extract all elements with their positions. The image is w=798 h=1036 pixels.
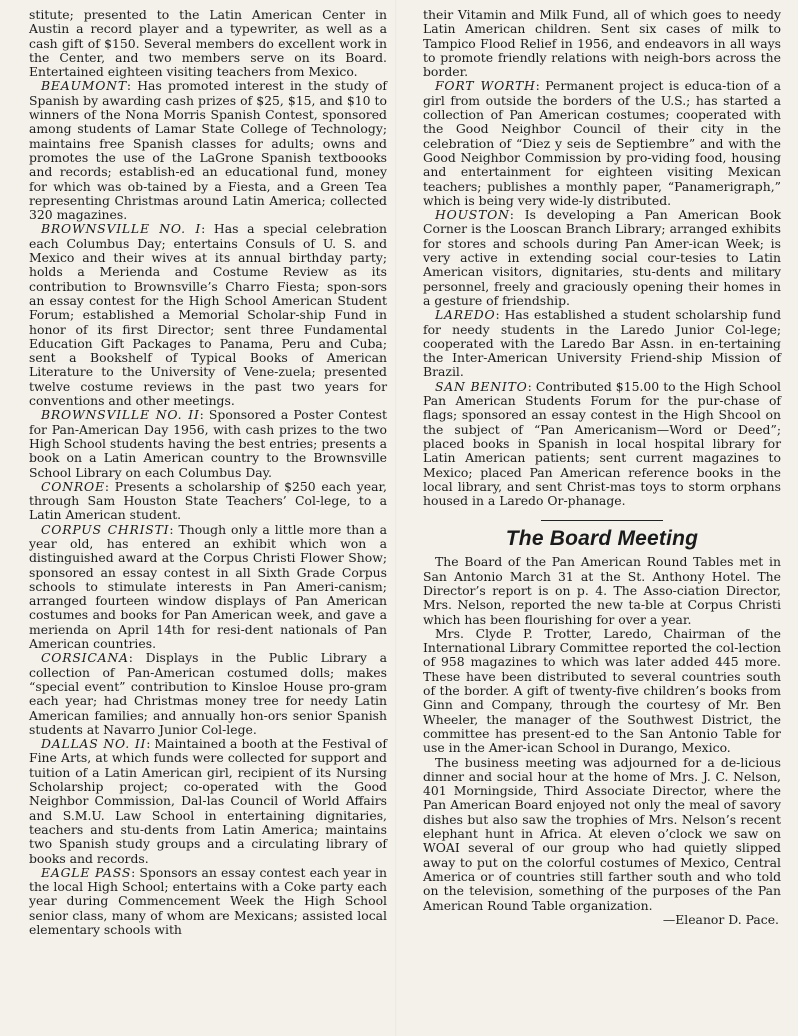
entry-text: : Sponsored a Poster Contest for Pan-American Day 1956, with cash prizes to the two High School students having the best entries; presents a book on a Latin American country to the Brownsville School Library on each Columbus Day. [29, 407, 387, 480]
section-divider [541, 520, 663, 521]
entry-brownsville-2 [29, 408, 387, 479]
entry-lead: LAREDO [435, 307, 496, 323]
entry-text: : Is developing a Pan American Book Corner is the Looscan Branch Library; arranged exhibits for stores and schools during Pan Amer-ican Week; is very active in extending social cour-tesies to Latin American visitors, dignitaries, stu-dents and military personnel, freely and graciously opening their homes in a gesture of friendship. [423, 207, 781, 308]
entry-laredo [423, 308, 781, 379]
entry-lead: EAGLE PASS [41, 864, 132, 880]
entry-lead: DALLAS NO. II [41, 736, 147, 752]
entry-fort-worth [423, 79, 781, 208]
board-paragraph-1: The Board of the Pan American Round Tables met in San Antonio March 31 at the St. Anthony Hotel. The Director’s report is on p. 4. The Asso-ciation Director, Mrs. Nelson, reported the new ta-ble at Corpus Christi which has been flourishing for over a year. [423, 554, 781, 627]
entry-lead: BROWNSVILLE NO. I [41, 221, 202, 237]
entry-eagle-pass [29, 866, 387, 937]
entry-corpus-christi [29, 523, 387, 652]
entry-lead: HOUSTON [435, 207, 510, 223]
entry-beaumont [29, 79, 387, 222]
entry-lead: SAN BENITO [435, 378, 528, 394]
entry-text: : Presents a scholarship of $250 each year, through Sam Houston State Teachers’ Col-lege, to a Latin American student. [29, 478, 387, 523]
entry-text: : Has established a student scholarship fund for needy students in the Laredo Junior Col-lege; cooperated with the Laredo Bar Assn. in en-tertaining the Inter-American University Friend-ship Mission of Brazil. [423, 307, 781, 380]
continued-paragraph: their Vitamin and Milk Fund, all of which goes to needy Latin American children. Sent six cases of milk to Tampico Flood Relief in 1956, and endeavors in all ways to promote friendly relations with neigh-bors across the border. [423, 7, 781, 80]
entry-corsicana [29, 651, 387, 737]
entry-lead: FORT WORTH [435, 78, 536, 94]
entry-text: : Has promoted interest in the study of Spanish by awarding cash prizes of $25, $15, and $10 to winners of the Nona Morris Spanish Contest, sponsored among students of Lamar State College of Technology; maintains free Spanish classes for adults; owns and promotes the use of the LaGrone Spanish textboooks and records; establish-ed an educational fund, money for which was ob-tained by a Fiesta, and a Green Tea representing Christmas around Latin America; collected 320 magazines. [29, 78, 387, 223]
entry-text: : Permanent project is educa-tion of a girl from outside the borders of the U.S.; has started a collection of Pan American costumes; cooperated with the Good Neighbor Council of their city in the celebration of “Diez y seis de Septiembre” and with the Good Neighbor Commission by pro-viding food, housing and entertainment for eighteen visiting Mexican teachers; publishes a monthly paper, “Panamerigraph,” which is being very wide-ly distributed. [423, 78, 781, 208]
page-fold [395, 0, 397, 1036]
board-paragraph-2: Mrs. Clyde P. Trotter, Laredo, Chairman of the International Library Committee reported the col-lection of 958 magazines to which was later added 445 more. These have been distributed to several countries south of the border. A gift of twenty-five children’s books from Ginn and Company, through the courtesy of Mr. Ben Wheeler, the manager of the Southwest District, the committee has present-ed to the San Antonio Table for use in the Amer-ican School in Durango, Mexico. [423, 625, 781, 756]
entry-lead: BEAUMONT [41, 78, 127, 94]
entry-conroe [29, 480, 387, 523]
entry-lead: CORPUS CHRISTI [41, 521, 170, 537]
board-paragraph-3: The business meeting was adjourned for a de-licious dinner and social hour at the home of Mrs. J. C. Nelson, 401 Morningside, Third Associate Director, where the Pan American Board enjoyed not only the meal of savory dishes but also saw the trophies of Mrs. Nelson’s recent elephant hunt in Africa. At eleven o’clock we saw on WOAI several of our group who had quietly slipped away to put on the colorful costumes of Mexico, Central America or of countries still farther south and who told on the television, something of the purposes of the Pan American Round Table organization. [423, 754, 781, 913]
left-column [29, 8, 387, 937]
board-meeting-heading: The Board Meeting [505, 527, 699, 551]
entry-text: : Displays in the Public Library a collection of Pan-American costumed dolls; makes “special event” contribution to Kinsloe House pro-gram each year; had Christmas money tree for needy Latin American families; and annually hon-ors senior Spanish students at Navarro Junior Col-lege. [29, 650, 387, 737]
entry-text: : Has a special celebration each Columbus Day; entertains Consuls of U. S. and Mexico and their wives at its annual birthday party; holds a Merienda and Costume Review as its contribution to Brownsville’s Charro Fiesta; spon-sors an essay contest for the High School American Student Forum; established a Memorial Scholar-ship Fund in honor of its first Director; sent three Fundamental Education Gift Packages to Panama, Peru and Cuba; sent a Bookshelf of Typical Books of American Literature to the University of Vene-zuela; presented twelve costume reviews in the past two years for conventions and other meetings. [29, 221, 387, 409]
entry-san-benito [423, 380, 781, 509]
entry-dallas [29, 737, 387, 866]
entry-houston [423, 208, 781, 308]
entry-lead: BROWNSVILLE NO. II [41, 407, 200, 423]
author-signature: —Eleanor D. Pace. [662, 911, 779, 927]
continued-paragraph: stitute; presented to the Latin American Center in Austin a record player and a typewriter, as well as a cash gift of $150. Several members do excellent work in the Center, and two members serve on its Board. Entertained eighteen visiting teachers from Mexico. [29, 7, 387, 80]
right-column [423, 8, 781, 927]
entry-lead: CORSICANA [41, 650, 129, 666]
entry-text: : Contributed $15.00 to the High School Pan American Students Forum for the pur-chase of flags; sponsored an essay contest in the High Shcool on the subject of “Pan Americanism—Word or Deed”; placed books in Spanish in local hospital library for Latin American patients; sent current magazines to Mexico; placed Pan American reference books in the local library, and sent Christ-mas toys to storm orphans housed in a Laredo Or-phanage. [423, 378, 781, 509]
entry-text: : Though only a little more than a year old, has entered an exhibit which won a distinguished award at the Corpus Christi Flower Show; sponsored an essay contest in all Sixth Grade Corpus schools to stimulate interests in Pan Ameri-canism; arranged fourteen window displays of Pan American costumes and books for Pan American week, and gave a merienda on April 14th for resi-dent nationals of Pan American countries. [29, 521, 387, 652]
entry-text: : Maintained a booth at the Festival of Fine Arts, at which funds were collected for support and tuition of a Latin American girl, recipient of its Nursing Scholarship project; co-operated with the Good Neighbor Commission, Dal-las Council of World Affairs and S.M.U. Law School in entertaining dignitaries, teachers and stu-dents from Latin America; maintains two Spanish study groups and a circulating library of books and records. [29, 736, 387, 866]
entry-brownsville-1 [29, 222, 387, 408]
entry-lead: CONROE [41, 478, 105, 494]
entry-text: : Sponsors an essay contest each year in the local High School; entertains with a Coke party each year during Commencement Week the High School senior class, many of whom are Mexicans; assisted local elementary schools with [29, 864, 388, 937]
